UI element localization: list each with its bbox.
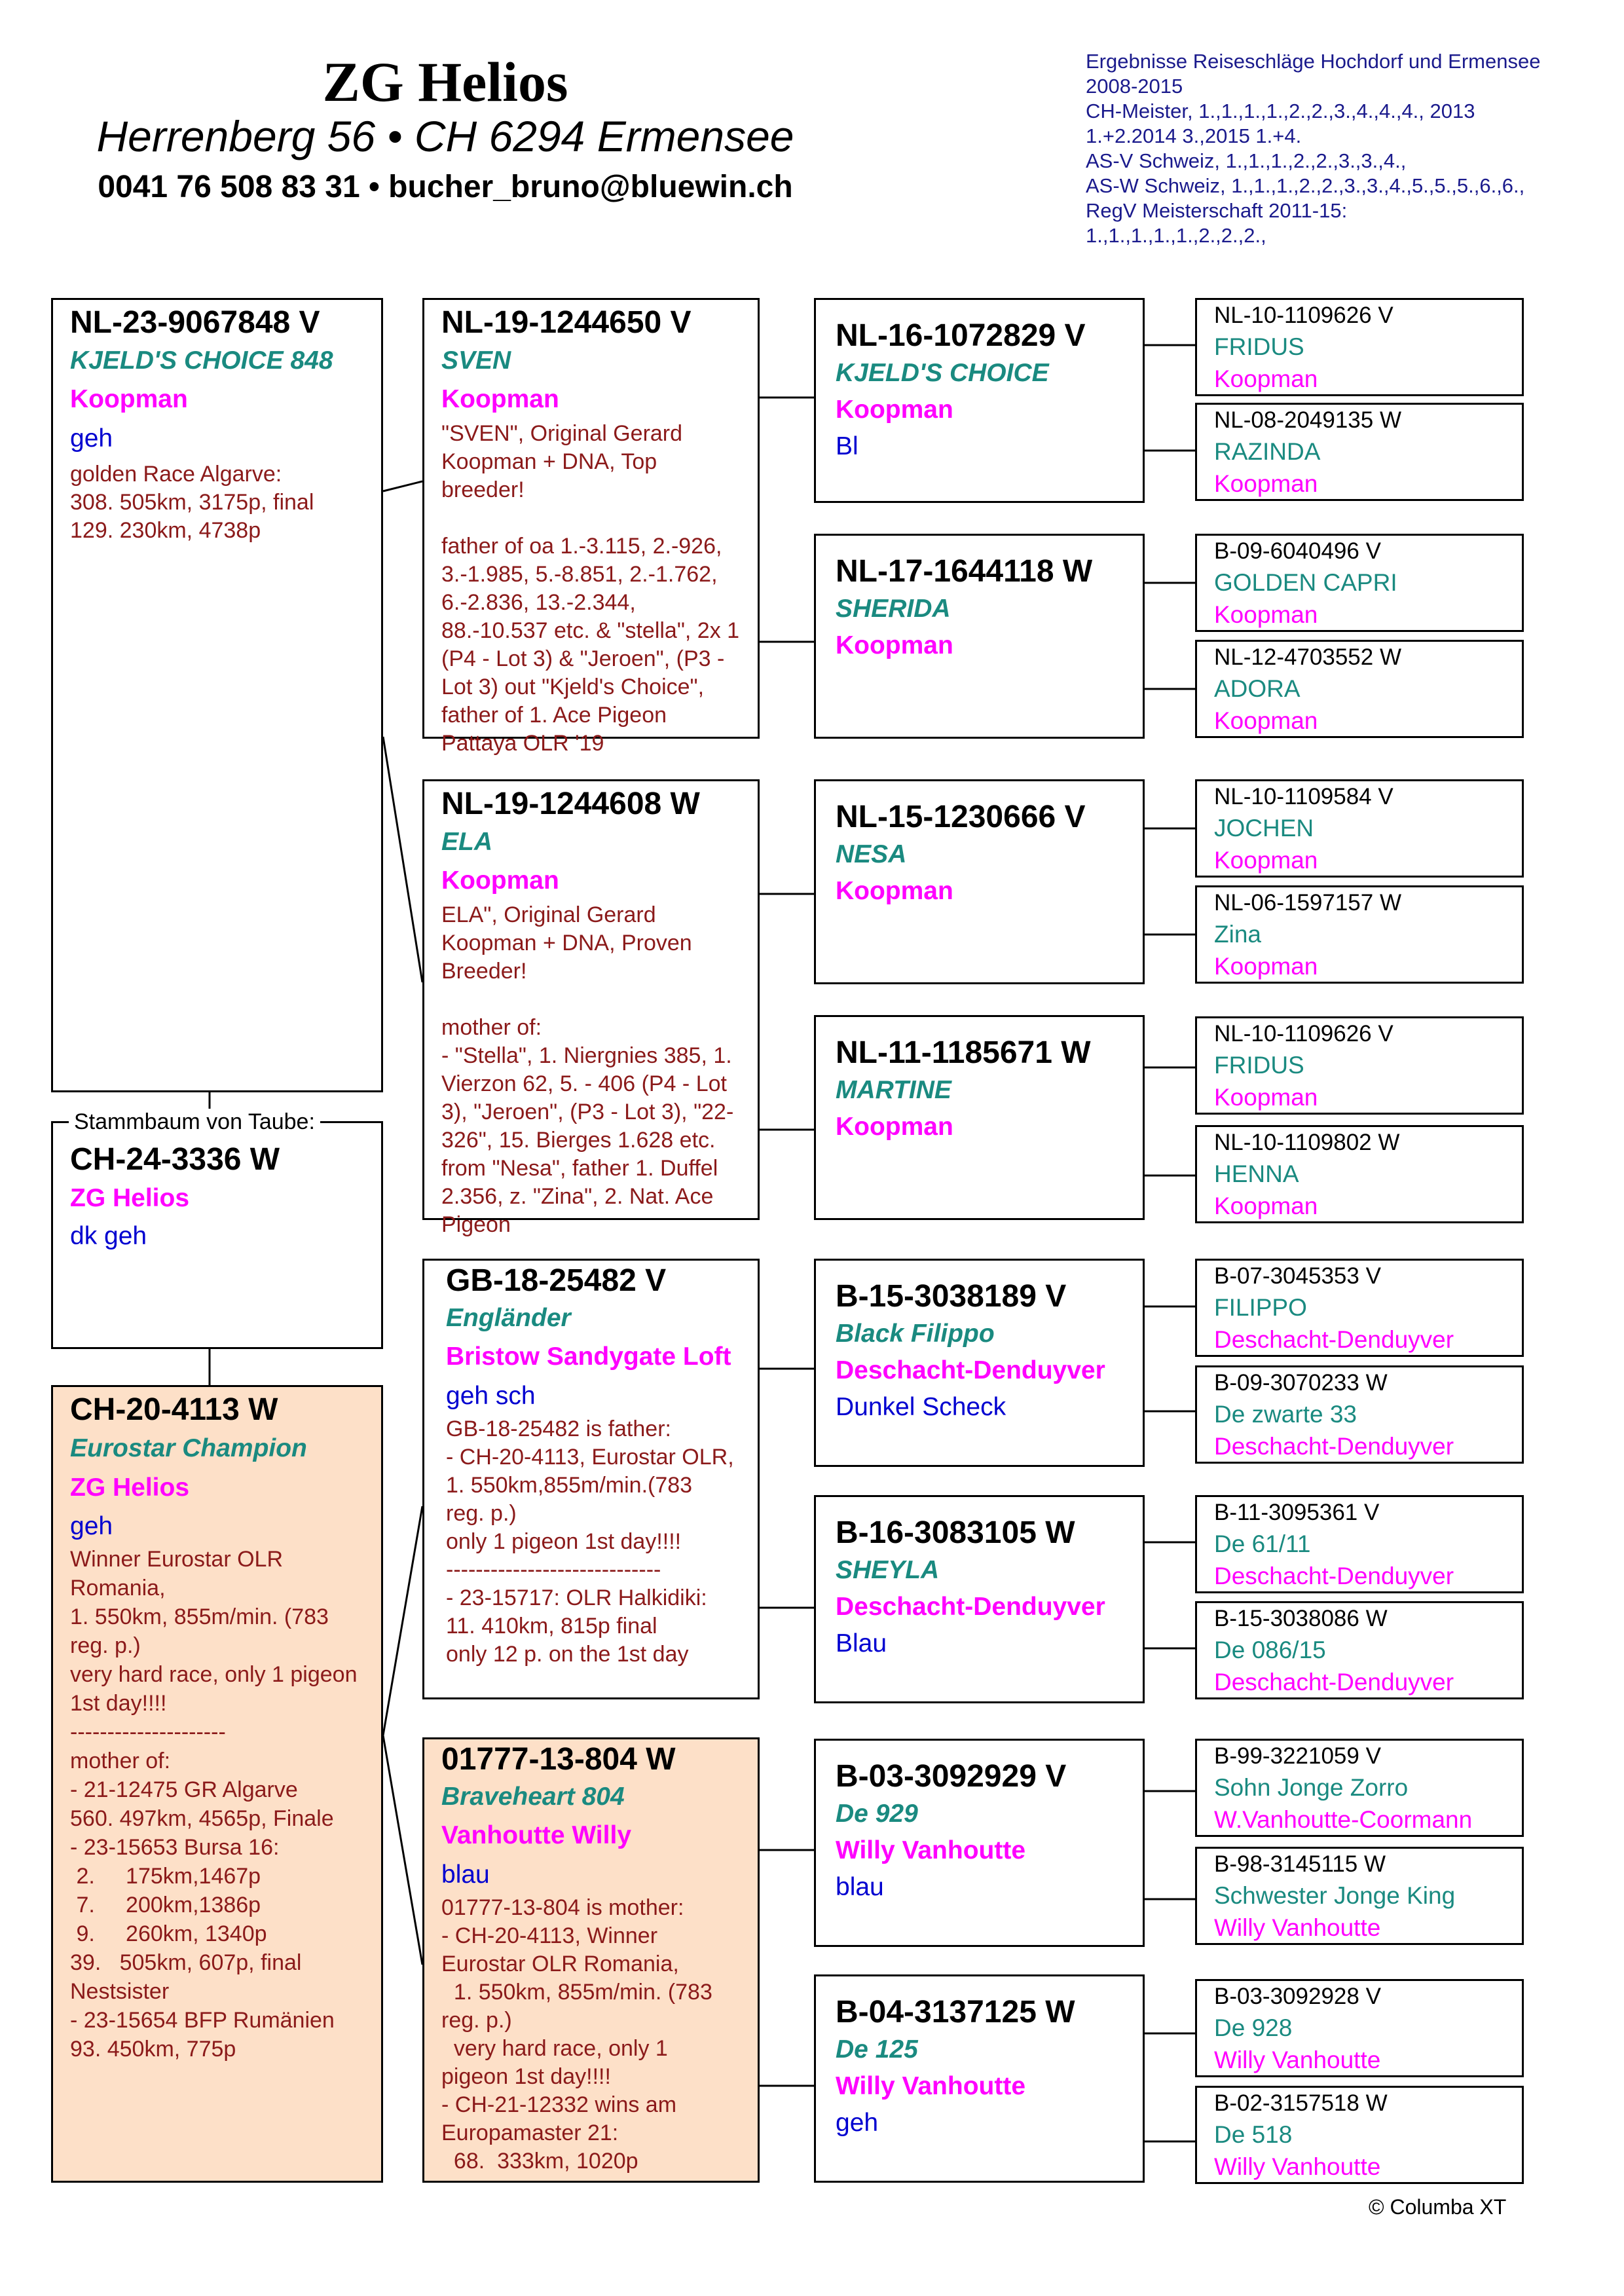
gen2-info: GB-18-25482 is father: - CH-20-4113, Eurostar OLR, 1. 550km,855m/min.(783 reg. p.) only 1 pigeon 1st day!!!! ----------------------------- - 23-15717: OLR Halkidiki: 11. 410km, 815p final only 12 p. on the 1st day — [446, 1416, 734, 1667]
subject-color: dk geh — [70, 1222, 147, 1250]
gen3-breeder: Koopman — [836, 877, 953, 905]
gen2-info: "SVEN", Original Gerard Koopman + DNA, Top breeder! father of oa 1.-3.115, 2.-926, 3.-1.985, 5.-8.851, 2.-1.762, 6.-2.836, 13.-2.344, 88.-10.537 etc. & "stella", 2x 1 (P4 - Lot 3) & "Jeroen", (P3 - Lot 3) out "Kjeld's Choice", father of 1. Ace Pigeon Pattaya OLR '19 — [441, 421, 740, 756]
mother-name: Eurostar Champion — [70, 1434, 307, 1462]
gen4-ring: NL-08-2049135 W — [1214, 407, 1401, 433]
mother-info: Winner Eurostar OLR Romania, 1. 550km, 855m/min. (783 reg. p.) very hard race, only 1 pigeon 1st day!!!! --------------------- mother of: - 21-12475 GR Algarve 560. 497km, 4565p, Finale - 23-15653 Bursa 16: 2. 175km,1467p 7. 200km,1386p 9. 260km, 1340p 39. 505km, 607p, final Nestsister - 23-15654 BFP Rumänien 93. 450km, 775p — [70, 1547, 358, 2062]
subject-card[interactable] — [51, 1121, 383, 1349]
mother-card[interactable] — [51, 1385, 383, 2183]
gen4-breeder: Willy Vanhoutte — [1214, 1914, 1381, 1941]
gen4-card[interactable] — [1195, 1125, 1524, 1223]
gen4-breeder: Willy Vanhoutte — [1214, 2153, 1381, 2180]
gen4-ring: B-09-3070233 W — [1214, 1370, 1388, 1396]
gen4-name: GOLDEN CAPRI — [1214, 569, 1397, 596]
gen2-name: Braveheart 804 — [441, 1783, 625, 1811]
gen4-card[interactable] — [1195, 534, 1524, 632]
gen2-color: blau — [441, 1861, 490, 1889]
results-summary: Ergebnisse Reiseschläge Hochdorf und Ermensee 2008-2015 CH-Meister, 1.,1.,1.,1.,2.,2.,3.,4.,4.,4., 2013 1.+2.2014 3.,2015 1.+4. AS-V Schweiz, 1.,1.,1.,2.,2.,3.,3.,4., AS-W Schweiz, 1.,1.,1.,2.,2.,3.,3.,4.,5.,5.,5.,6.,6., RegV Meisterschaft 2011-15: 1.,1.,1.,1.,1.,2.,2.,2., — [1086, 50, 1541, 247]
gen4-card[interactable] — [1195, 1847, 1524, 1945]
gen4-card[interactable] — [1195, 1365, 1524, 1464]
gen2-ring: GB-18-25482 V — [446, 1263, 667, 1298]
gen4-name: Sohn Jonge Zorro — [1214, 1774, 1409, 1801]
gen4-name: Schwester Jonge King — [1214, 1882, 1456, 1909]
gen3-breeder: Koopman — [836, 396, 953, 424]
gen4-card[interactable] — [1195, 885, 1524, 984]
father-info: golden Race Algarve: 308. 505km, 3175p, final 129. 230km, 4738p — [70, 462, 314, 543]
gen4-card[interactable] — [1195, 1601, 1524, 1699]
gen4-name: FRIDUS — [1214, 1052, 1304, 1079]
father-color: geh — [70, 424, 113, 453]
gen2-ring: NL-19-1244608 W — [441, 787, 700, 821]
gen2-breeder: Koopman — [441, 866, 559, 895]
gen4-ring: B-99-3221059 V — [1214, 1743, 1381, 1769]
subject-ring: CH-24-3336 W — [70, 1142, 280, 1177]
gen4-name: De zwarte 33 — [1214, 1401, 1357, 1428]
gen3-card[interactable] — [814, 1495, 1145, 1703]
gen4-ring: NL-10-1109802 W — [1214, 1130, 1400, 1155]
gen4-breeder: Koopman — [1214, 601, 1318, 628]
gen3-name: Black Filippo — [836, 1320, 995, 1348]
gen2-card[interactable] — [422, 298, 760, 756]
gen2-info: ELA", Original Gerard Koopman + DNA, Proven Breeder! mother of: - "Stella", 1. Niergnies 385, 1. Vierzon 62, 5. - 406 (P4 - Lot 3), "Jeroen", (P3 - Lot 3), "22-326", 15. Bierges 1.628 etc. from "Nesa", father 1. Duffel 2.356, z. "Zina", 2. Nat. Ace Pigeon — [441, 902, 734, 1237]
gen4-ring: B-02-3157518 W — [1214, 2090, 1388, 2116]
gen2-info: 01777-13-804 is mother: - CH-20-4113, Winner Eurostar OLR Romania, 1. 550km, 855m/min. (783 reg. p.) very hard race, only 1 pigeon 1st day!!!! - CH-21-12332 wins am Europamaster 21: 68. 333km, 1020p — [441, 1895, 712, 2174]
gen3-card[interactable] — [814, 1015, 1145, 1220]
gen4-breeder: Deschacht-Denduyver — [1214, 1669, 1454, 1695]
gen4-ring: B-11-3095361 V — [1214, 1500, 1380, 1525]
gen4-card[interactable] — [1195, 640, 1524, 738]
gen2-card[interactable] — [422, 779, 760, 1237]
gen4-name: HENNA — [1214, 1160, 1299, 1187]
subject-caption: Stammbaum von Taube: — [69, 1109, 320, 1135]
gen4-card[interactable] — [1195, 1739, 1524, 1837]
gen4-breeder: Koopman — [1214, 847, 1318, 874]
gen3-breeder: Deschacht-Denduyver — [836, 1356, 1105, 1384]
gen3-ring: NL-11-1185671 W — [836, 1035, 1091, 1070]
gen2-name: SVEN — [441, 346, 511, 375]
gen4-breeder: Koopman — [1214, 953, 1318, 980]
gen2-breeder: Bristow Sandygate Loft — [446, 1342, 731, 1371]
gen3-name: De 125 — [836, 2035, 918, 2064]
gen4-name: JOCHEN — [1214, 815, 1314, 842]
gen4-card[interactable] — [1195, 1259, 1524, 1357]
gen3-name: KJELD'S CHOICE — [836, 359, 1049, 387]
gen4-card[interactable] — [1195, 1979, 1524, 2077]
gen3-color: Blau — [836, 1629, 887, 1657]
gen3-name: De 929 — [836, 1800, 918, 1828]
gen4-ring: NL-06-1597157 W — [1214, 890, 1401, 916]
gen4-card[interactable] — [1195, 1016, 1524, 1115]
gen4-name: FILIPPO — [1214, 1294, 1307, 1321]
gen4-name: De 928 — [1214, 2014, 1293, 2041]
mother-ring: CH-20-4113 W — [70, 1392, 278, 1427]
gen2-breeder: Koopman — [441, 385, 559, 413]
page-title: ZG Helios — [322, 50, 568, 113]
gen4-name: RAZINDA — [1214, 438, 1321, 465]
gen4-breeder: Deschacht-Denduyver — [1214, 1326, 1454, 1353]
gen3-card[interactable] — [814, 534, 1145, 739]
gen4-breeder: Koopman — [1214, 365, 1318, 392]
gen3-ring: B-15-3038189 V — [836, 1279, 1067, 1314]
gen2-name: Engländer — [446, 1304, 571, 1332]
gen3-ring: B-03-3092929 V — [836, 1759, 1067, 1794]
gen3-breeder: Willy Vanhoutte — [836, 1836, 1026, 1864]
gen4-breeder: Koopman — [1214, 1084, 1318, 1111]
gen3-breeder: Deschacht-Denduyver — [836, 1593, 1105, 1621]
gen3-ring: B-16-3083105 W — [836, 1515, 1075, 1550]
gen3-card[interactable] — [814, 298, 1145, 503]
gen3-ring: B-04-3137125 W — [836, 1995, 1075, 2029]
gen3-card[interactable] — [814, 1739, 1145, 1947]
gen3-name: NESA — [836, 840, 907, 868]
gen4-name: De 086/15 — [1214, 1637, 1326, 1663]
gen4-ring: B-98-3145115 W — [1214, 1851, 1386, 1877]
gen4-card[interactable] — [1195, 403, 1524, 501]
gen3-card[interactable] — [814, 1259, 1145, 1467]
gen2-ring: 01777-13-804 W — [441, 1742, 676, 1777]
gen3-ring: NL-16-1072829 V — [836, 318, 1086, 353]
gen4-ring: B-15-3038086 W — [1214, 1606, 1388, 1631]
gen3-name: MARTINE — [836, 1076, 951, 1104]
gen4-name: ADORA — [1214, 675, 1301, 702]
gen3-card[interactable] — [814, 1974, 1145, 2183]
gen2-breeder: Vanhoutte Willy — [441, 1821, 632, 1849]
gen3-color: Dunkel Scheck — [836, 1393, 1006, 1421]
mother-breeder: ZG Helios — [70, 1473, 190, 1502]
gen4-ring: NL-10-1109626 V — [1214, 303, 1393, 328]
gen4-card[interactable] — [1195, 2086, 1524, 2184]
gen3-ring: NL-15-1230666 V — [836, 800, 1086, 834]
gen4-ring: B-03-3092928 V — [1214, 1984, 1381, 2009]
gen2-card[interactable] — [422, 1737, 760, 2183]
gen3-ring: NL-17-1644118 W — [836, 554, 1093, 589]
gen4-name: FRIDUS — [1214, 333, 1304, 360]
gen4-ring: B-07-3045353 V — [1214, 1263, 1381, 1289]
gen3-name: SHERIDA — [836, 595, 951, 623]
gen4-breeder: Koopman — [1214, 470, 1318, 497]
mother-color: geh — [70, 1512, 113, 1540]
address: Herrenberg 56 • CH 6294 Ermensee — [96, 112, 794, 160]
gen3-color: Bl — [836, 432, 858, 460]
gen2-ring: NL-19-1244650 V — [441, 305, 692, 340]
father-card[interactable] — [51, 298, 383, 1092]
gen2-color: geh sch — [446, 1382, 536, 1410]
father-breeder: Koopman — [70, 385, 188, 413]
gen4-card[interactable] — [1195, 298, 1524, 396]
gen4-breeder: Koopman — [1214, 707, 1318, 734]
gen4-ring: B-09-6040496 V — [1214, 538, 1381, 564]
gen4-breeder: Willy Vanhoutte — [1214, 2046, 1381, 2073]
gen4-breeder: Deschacht-Denduyver — [1214, 1563, 1454, 1589]
father-name: KJELD'S CHOICE 848 — [70, 346, 333, 375]
gen3-breeder: Koopman — [836, 631, 953, 659]
gen4-card[interactable] — [1195, 779, 1524, 878]
gen4-breeder: Deschacht-Denduyver — [1214, 1433, 1454, 1460]
gen4-name: Zina — [1214, 921, 1261, 948]
gen4-breeder: Koopman — [1214, 1193, 1318, 1219]
subject-breeder: ZG Helios — [70, 1184, 190, 1212]
gen4-breeder: W.Vanhoutte-Coormann — [1214, 1806, 1473, 1833]
gen3-breeder: Willy Vanhoutte — [836, 2072, 1026, 2100]
gen4-card[interactable] — [1195, 1495, 1524, 1593]
gen4-ring: NL-12-4703552 W — [1214, 644, 1401, 670]
gen4-name: De 518 — [1214, 2121, 1293, 2148]
father-ring: NL-23-9067848 V — [70, 305, 320, 340]
gen3-card[interactable] — [814, 779, 1145, 984]
contact-line: 0041 76 508 83 31 • bucher_bruno@bluewin.ch — [98, 170, 793, 204]
gen3-color: blau — [836, 1873, 884, 1901]
gen2-name: ELA — [441, 828, 492, 856]
gen4-ring: NL-10-1109626 V — [1214, 1021, 1393, 1046]
gen2-card[interactable] — [422, 1259, 760, 1699]
copyright: © Columba XT — [1369, 2195, 1507, 2219]
gen3-color: geh — [836, 2109, 879, 2137]
gen3-name: SHEYLA — [836, 1556, 940, 1584]
gen4-ring: NL-10-1109584 V — [1214, 784, 1393, 809]
gen4-name: De 61/11 — [1214, 1530, 1311, 1557]
gen3-breeder: Koopman — [836, 1113, 953, 1141]
